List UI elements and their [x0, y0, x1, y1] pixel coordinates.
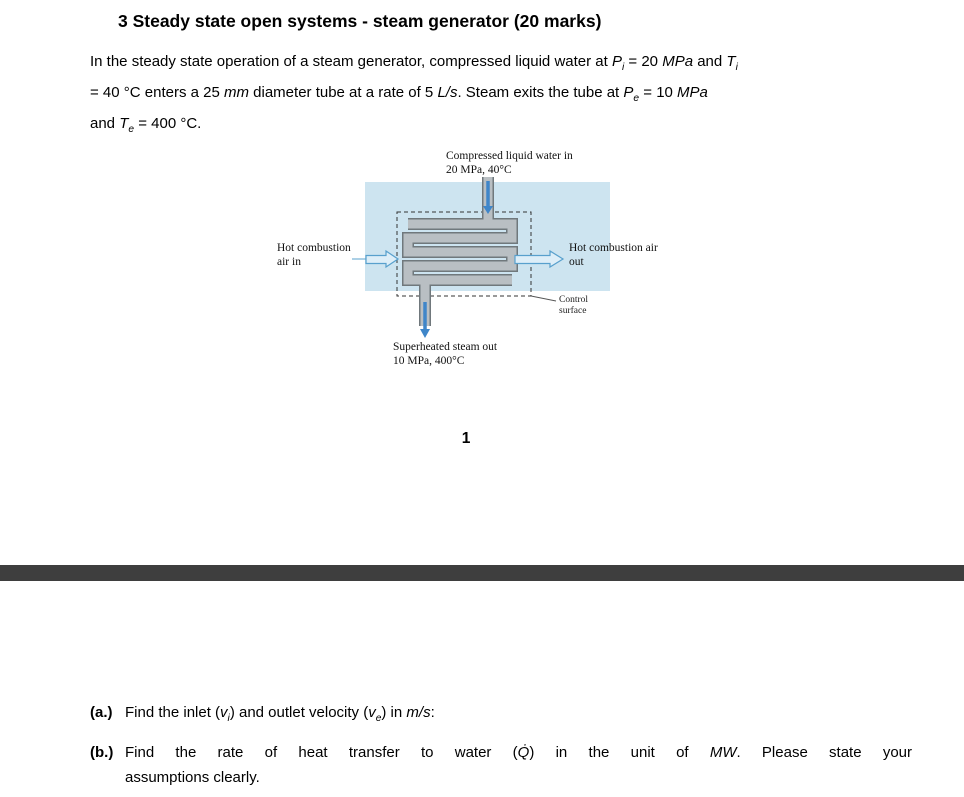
inlet-water-label-line2: 20 MPa, 40°C [446, 163, 512, 176]
question-b-text-line2: assumptions clearly. [125, 769, 260, 786]
hot-air-out-label-line1: Hot combustion air [569, 242, 658, 254]
problem-statement [90, 49, 880, 142]
question-a [90, 700, 912, 731]
question-a-text: Find the inlet $(v_i)$ and outlet velocity $(v_e)$ in m/s: [125, 704, 435, 724]
problem-statement-line: In the steady state operation of a steam generator, compressed liquid water at $P_i = 20$ MPa and $T_i$ [90, 53, 738, 73]
question-b-label: (b.) [90, 744, 114, 761]
steam-out-label [393, 341, 497, 368]
page-title: 3 Steady state open systems - steam generator (20 marks) [118, 11, 602, 31]
hot-air-out-label-line2: out [569, 255, 584, 268]
steam-out-label-line2: 10 MPa, 400°C [393, 354, 465, 367]
question-b [90, 740, 912, 790]
page-number: 1 [461, 430, 471, 447]
inlet-water-label [446, 150, 573, 177]
hot-air-in-label [277, 242, 351, 269]
question-b-text-line1: Find the rate of heat transfer to water (Q̇) in the unit of MW. Please state your [125, 744, 912, 761]
control-surface-leader-line [531, 296, 556, 301]
page-separator-bar [0, 565, 964, 581]
problem-statement-line: = 40 °C enters a 25 mm diameter tube at a rate of 5 L/s. Steam exits the tube at $P_e = 10$ MPa [90, 84, 708, 104]
control-surface-label-line1: Control [559, 295, 589, 305]
inlet-water-label-line1: Compressed liquid water in [446, 150, 573, 162]
control-surface-label-line2: surface [559, 306, 587, 316]
problem-statement-line: and $T_e = 400$ °C. [90, 115, 202, 135]
question-a-label: (a.) [90, 704, 113, 721]
steam-out-label-line1: Superheated steam out [393, 341, 498, 353]
hot-air-in-label-line1: Hot combustion [277, 242, 351, 254]
control-surface-label [559, 295, 588, 317]
hot-air-out-label [569, 242, 658, 269]
hot-air-in-label-line2: air in [277, 255, 301, 268]
